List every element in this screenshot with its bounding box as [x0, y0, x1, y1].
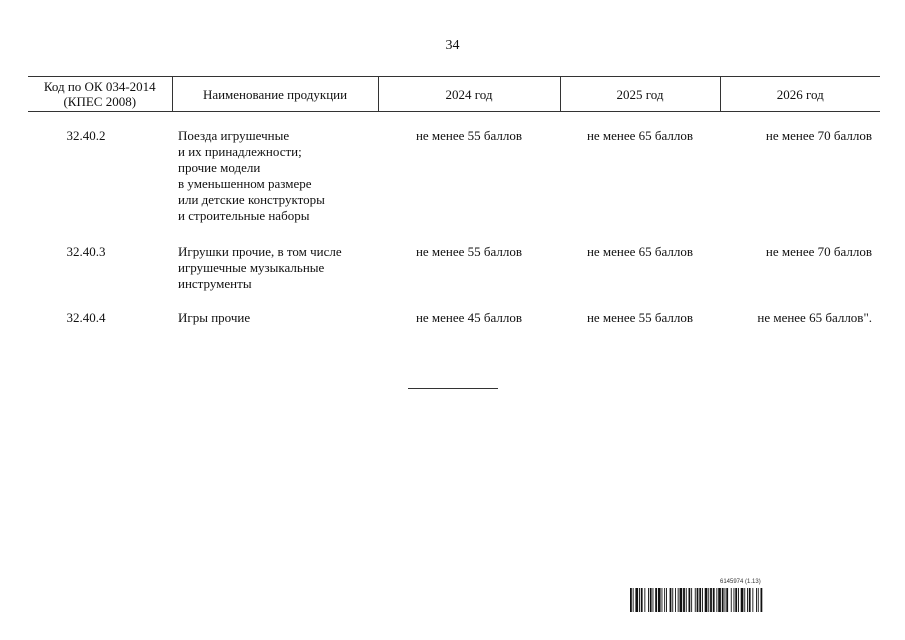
barcode-bar — [734, 588, 735, 612]
cell-2026: не менее 70 баллов — [765, 128, 872, 143]
barcode-bar — [735, 588, 737, 612]
barcode-bar — [650, 588, 652, 612]
barcode-bar — [680, 588, 683, 612]
barcode-bar — [658, 588, 661, 612]
barcode-bar — [710, 588, 712, 612]
cell-2025: не менее 65 баллов — [586, 128, 694, 143]
header-code: Код по ОК 034-2014 (КПЕС 2008) — [28, 77, 172, 112]
header-year-2024: 2024 год — [378, 77, 560, 112]
cell-product-name: Игрушки прочие, в том числе игрушечные музыкальные инструменты — [178, 244, 342, 291]
barcode-bar — [697, 588, 699, 612]
cell-2026: не менее 70 баллов — [765, 244, 872, 259]
table-row — [28, 224, 880, 292]
barcode-bar — [675, 588, 676, 612]
cell-2025: не менее 55 баллов — [586, 310, 694, 325]
product-table — [28, 76, 880, 326]
barcode-bar — [630, 588, 632, 612]
cell-product-name: Поезда игрушечные и их принадлежности; прочие модели в уменьшенном размере или детские конструкторы и строительные наборы — [178, 128, 325, 223]
table-row — [28, 292, 880, 326]
cell-2024: не менее 55 баллов — [415, 244, 523, 259]
cell-code: 32.40.3 — [66, 244, 106, 259]
header-year-2025: 2025 год — [560, 77, 720, 112]
barcode-bar — [683, 588, 685, 612]
barcode-bar — [756, 588, 757, 612]
barcode-bar — [664, 588, 665, 612]
header-year-2026: 2026 год — [720, 77, 880, 112]
barcode-bar — [666, 588, 667, 612]
barcode-bar — [738, 588, 739, 612]
page-number: 34 — [445, 38, 460, 53]
header-product-name: Наименование продукции — [172, 77, 378, 112]
barcode-bar — [752, 588, 753, 612]
table-header-row — [28, 77, 880, 112]
cell-code: 32.40.2 — [66, 128, 106, 143]
cell-2026: не менее 65 баллов". — [757, 310, 872, 325]
barcode-bar — [699, 588, 701, 612]
barcode-bar — [670, 588, 672, 612]
barcode-bar — [653, 588, 654, 612]
barcode-bar — [702, 588, 703, 612]
footnote-separator — [408, 388, 498, 389]
barcode-bar — [761, 588, 763, 612]
barcode-bar — [695, 588, 696, 612]
barcode-image — [630, 588, 858, 612]
barcode-bar — [672, 588, 673, 612]
barcode-bar — [705, 588, 708, 612]
barcode-bar — [686, 588, 687, 612]
cell-2025: не менее 65 баллов — [586, 244, 694, 259]
barcode-bar — [678, 588, 679, 612]
table-row — [28, 112, 880, 225]
barcode-bar — [749, 588, 751, 612]
barcode-bar — [644, 588, 645, 612]
barcode-bar — [722, 588, 724, 612]
cell-code: 32.40.4 — [66, 310, 106, 325]
barcode-bar — [635, 588, 638, 612]
barcode-bar — [691, 588, 692, 612]
barcode-bar — [747, 588, 748, 612]
barcode-label: 6145974 (1.13) — [720, 579, 761, 585]
barcode-bar — [639, 588, 640, 612]
barcode-bar — [725, 588, 726, 612]
product-table-container — [28, 76, 880, 326]
barcode-bar — [633, 588, 634, 612]
barcode-bar — [741, 588, 744, 612]
barcode-bar — [708, 588, 709, 612]
cell-2024: не менее 45 баллов — [415, 310, 523, 325]
barcode-bar — [655, 588, 657, 612]
barcode-bar — [718, 588, 721, 612]
barcode-bar — [662, 588, 663, 612]
barcode-bar — [716, 588, 717, 612]
barcode-bar — [731, 588, 732, 612]
cell-2024: не менее 55 баллов — [415, 128, 523, 143]
barcode-bar — [713, 588, 715, 612]
barcode-bar — [689, 588, 691, 612]
cell-product-name: Игры прочие — [178, 310, 251, 325]
barcode-bar — [726, 588, 728, 612]
barcode-bar — [648, 588, 649, 612]
barcode-bar — [758, 588, 759, 612]
barcode-bar — [744, 588, 745, 612]
barcode-bar — [641, 588, 643, 612]
